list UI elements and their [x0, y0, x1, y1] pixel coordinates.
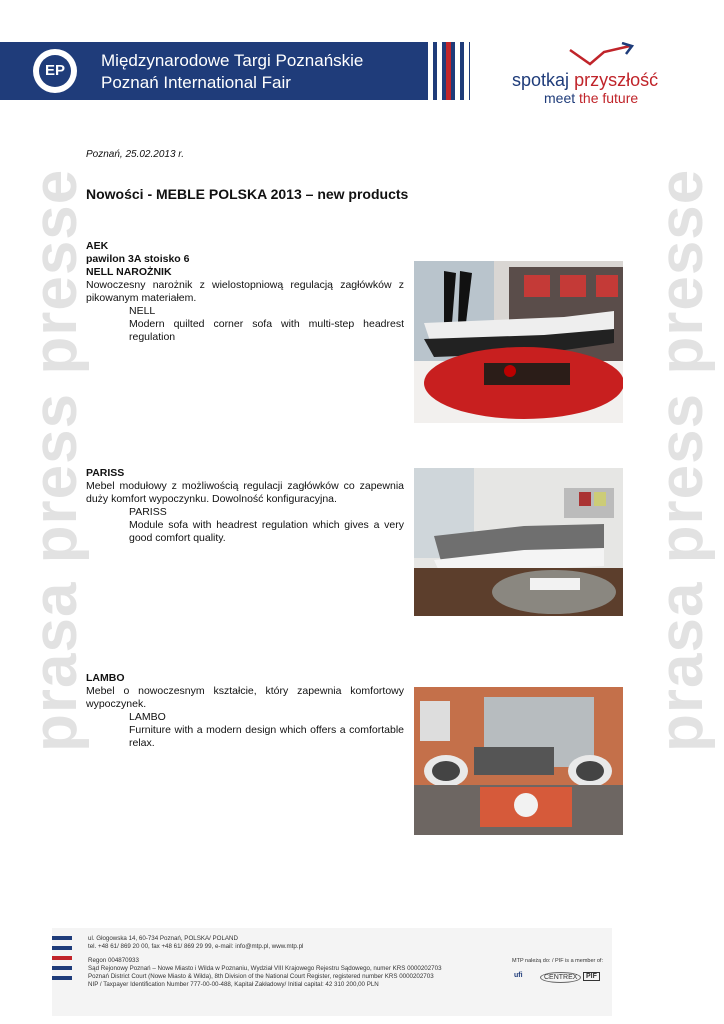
product-name-en: NELL [129, 305, 156, 317]
slogan-logo [508, 42, 670, 108]
header-stripes [428, 42, 470, 100]
footer-regon: Regon 004870933 [88, 957, 139, 964]
product-desc-en: Modern quilted corner sofa with multi-step headrest regulation [129, 318, 404, 343]
mtp-logo [33, 49, 77, 93]
watermark-left: prasa press presse [21, 168, 90, 752]
header-title-pl: Międzynarodowe Targi Poznańskie [101, 51, 364, 70]
mtp-logo-text: EP [39, 55, 71, 87]
slogan-en: meet the future [544, 90, 639, 106]
pif-logo: PIF [583, 972, 600, 981]
product-desc-en: Furniture with a modern design which offers a comfortable relax. [129, 724, 404, 749]
arrow-icon [568, 42, 638, 70]
product-company: LAMBO [86, 672, 125, 684]
photo-pariss [414, 468, 623, 616]
product-name-en: PARISS [129, 506, 167, 518]
footer-nip: NIP / Taxpayer Identification Number 777-00-00-488, Kapitał Zakładowy/ Initial capital: 42 310 200,00 PLN [88, 981, 379, 988]
product-block-pariss [86, 467, 404, 545]
document-title: Nowości - MEBLE POLSKA 2013 – new products [86, 186, 409, 202]
product-block-lambo [86, 672, 404, 750]
footer-court-en: Poznań District Court (Nowe Miasto & Wilda), 8th Division of the National Court Register, registered number KRS 0000202703 [88, 973, 434, 980]
slogan-pl: spotkaj przyszłość [512, 70, 659, 90]
product-company: AEK [86, 240, 109, 252]
product-location: pawilon 3A stoisko 6 [86, 253, 190, 265]
document-date: Poznań, 25.02.2013 r. [86, 149, 185, 160]
product-desc-en: Module sofa with headrest regulation which gives a very good comfort quality. [129, 519, 404, 544]
product-name: NELL NAROŻNIK [86, 266, 172, 278]
product-company: PARISS [86, 467, 125, 479]
footer-stripes [52, 928, 72, 1016]
product-desc-pl: Nowoczesny narożnik z wielostopniową regulacją zagłówków z pikowanym materiałem. [86, 279, 404, 304]
header-title [101, 50, 363, 94]
footer-court-pl: Sąd Rejonowy Poznań – Nowe Miasto i Wilda w Poznaniu, Wydział VIII Krajowego Rejestru Sądowego, numer KRS 0000202703 [88, 965, 442, 972]
product-desc-pl: Mebel modułowy z możliwością regulacji zagłówków co zapewnia duży komfort wypoczynku. Dowolność konfiguracyjna. [86, 480, 404, 505]
product-name-en: LAMBO [129, 711, 166, 723]
footer-contact: tel. +48 61/ 869 20 00, fax +48 61/ 869 29 99, e-mail: info@mtp.pl, www.mtp.pl [88, 943, 304, 950]
watermark-right: prasa press presse [647, 168, 716, 752]
centrex-logo: CENTREX [540, 972, 581, 983]
photo-lambo [414, 687, 623, 835]
member-label: MTP należą do: / PIF is a member of: [512, 958, 603, 964]
photo-nell [414, 261, 623, 423]
footer-address: ul. Głogowska 14, 60-734 Poznań, POLSKA/ POLAND [88, 935, 238, 942]
header-title-en: Poznań International Fair [101, 73, 291, 92]
ufi-logo: ufi [514, 972, 523, 979]
product-desc-pl: Mebel o nowoczesnym kształcie, który zapewnia komfortowy wypoczynek. [86, 685, 404, 710]
product-block-nell [86, 240, 404, 344]
